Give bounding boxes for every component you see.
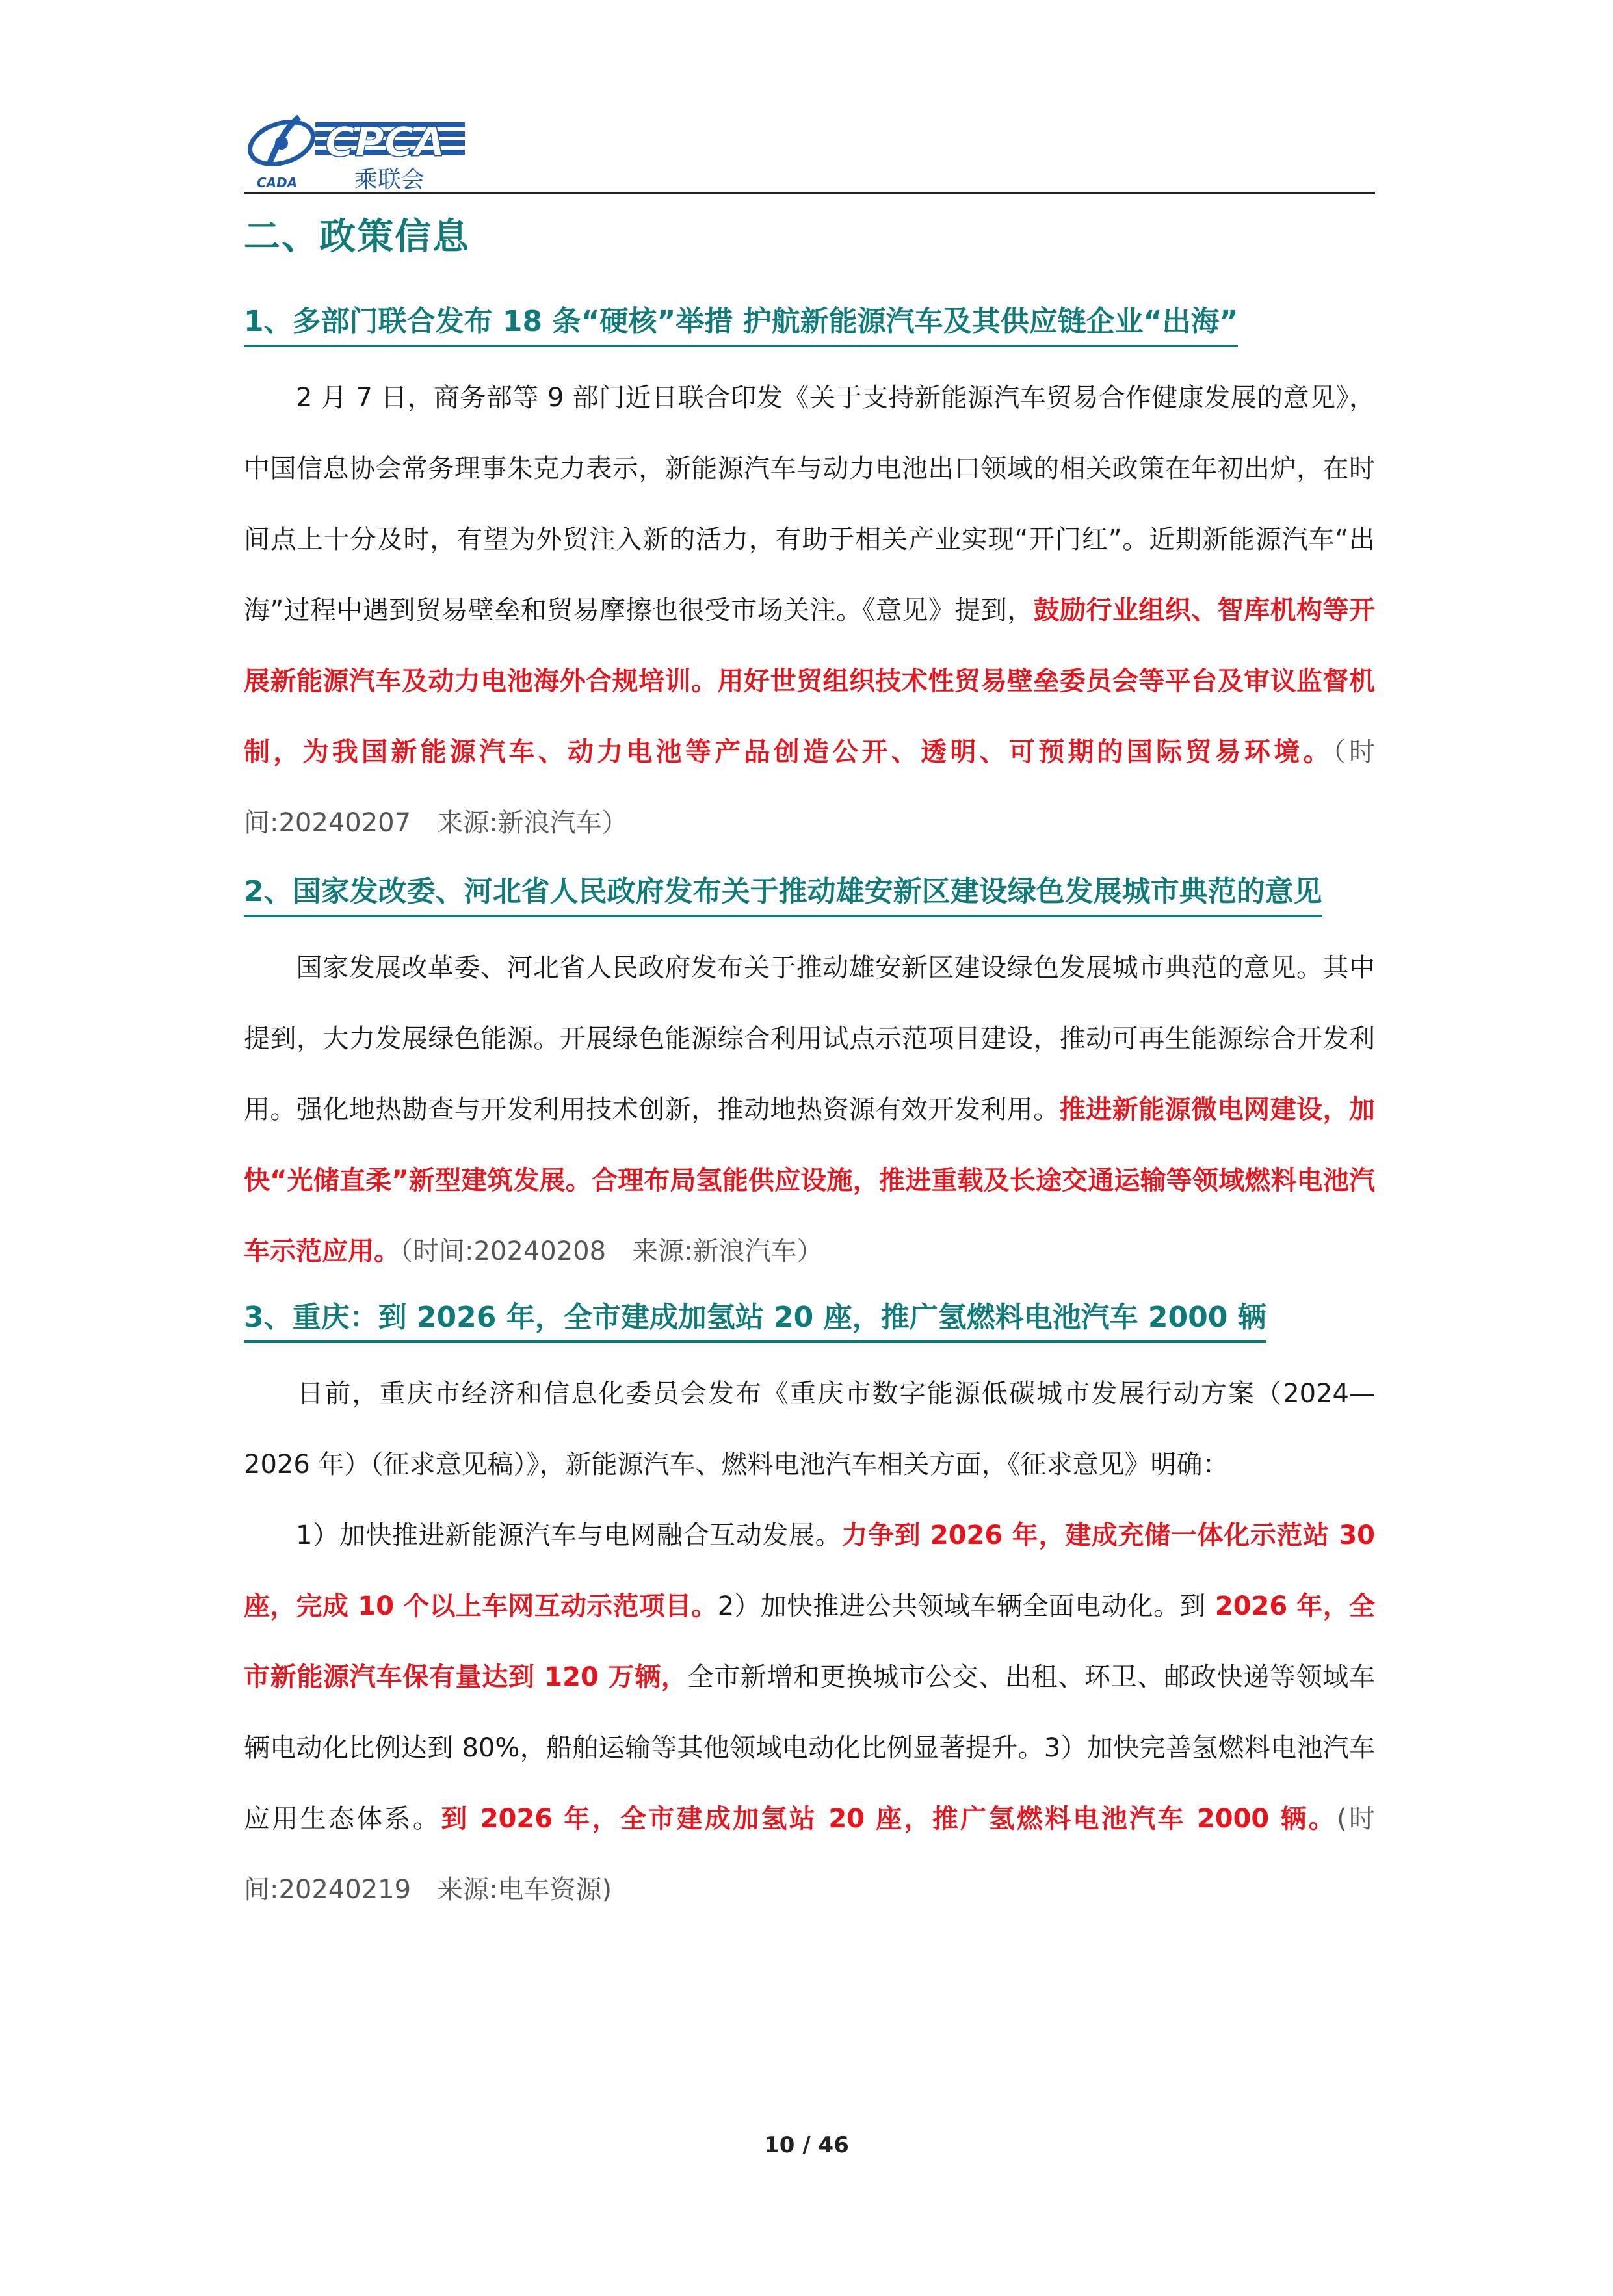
body-3-intro-text: 日前，重庆市经济和信息化委员会发布《重庆市数字能源低碳城市发展行动方案（2024—2026 年）（征求意见稿）》，新能源汽车、燃料电池汽车相关方面，《征求意见》明确： xyxy=(244,1379,1375,1480)
body-3-highlight-3: 到 2026 年，全市建成加氢站 20 座，推广氢燃料电池汽车 2000 辆。 xyxy=(441,1804,1337,1834)
news-body-2 xyxy=(244,933,1375,1287)
body-3-highlight-1: 力争到 2026 年，建成充储一体化示范站 30 座，完成 10 个以上车网互动示范项目。 xyxy=(244,1520,1375,1621)
news-heading-1: 1、多部门联合发布 18 条“硬核”举措 护航新能源汽车及其供应链企业“出海” xyxy=(244,298,1238,347)
body-2-highlight: 推进新能源微电网建设，加快“光储直柔”新型建筑发展。合理布局氢能供应设施，推进重载及长途交通运输等领域燃料电池汽车示范应用。 xyxy=(244,1095,1376,1266)
body-3-source: (时间:20240219 来源:电车资源) xyxy=(244,1804,1376,1905)
logo-sub-text: 乘联会 xyxy=(354,166,425,192)
body-3-text-1: 1）加快推进新能源汽车与电网融合互动发展。 xyxy=(296,1520,842,1550)
news-heading-3: 3、重庆：到 2026 年，全市建成加氢站 20 座，推广氢燃料电池汽车 2000 辆 xyxy=(244,1294,1266,1343)
body-2-source: （时间:20240208 来源:新浪汽车） xyxy=(400,1236,823,1266)
news-body-3-intro xyxy=(244,1359,1375,1500)
body-3-text-2: 2）加快推进公共领域车辆全面电动化。到 xyxy=(717,1591,1206,1621)
logo-mark-text: CADA xyxy=(257,175,298,190)
news-body-3-details xyxy=(244,1500,1375,1925)
body-3-text-3: 全市新增和更换城市公交、出租、环卫、邮政快递等领域车辆电动化比例达到 80%，船舶运输等其他领域电动化比例显著提升。3）加快完善氢燃料电池汽车应用生态体系。 xyxy=(244,1662,1375,1834)
page-number: 10 / 46 xyxy=(764,2132,849,2158)
body-1-text: 2 月 7 日，商务部等 9 部门近日联合印发《关于支持新能源汽车贸易合作健康发展的意见》，中国信息协会常务理事朱克力表示，新能源汽车与动力电池出口领域的相关政策在年初出炉，在时间点上十分及时，有望为外贸注入新的活力，有助于相关产业实现“开门红”。近期新能源汽车“出海”过程中遇到贸易壁垒和贸易摩擦也很受市场关注。《意见》提到， xyxy=(244,383,1375,625)
body-1-highlight: 鼓励行业组织、智库机构等开展新能源汽车及动力电池海外合规培训。用好世贸组织技术性贸易壁垒委员会等平台及审议监督机制，为我国新能源汽车、动力电池等产品创造公开、透明、可预期的国际贸易环境。 xyxy=(244,595,1376,767)
header-rule xyxy=(244,192,1375,194)
cpca-logo xyxy=(244,111,468,192)
logo-swoosh-icon xyxy=(244,114,319,172)
body-3-highlight-2: 2026 年，全市新能源汽车保有量达到 120 万辆， xyxy=(244,1591,1375,1692)
news-body-1 xyxy=(244,363,1375,859)
section-title: 二、政策信息 xyxy=(244,216,470,258)
logo-text: CPCA xyxy=(325,118,445,166)
news-heading-2: 2、国家发改委、河北省人民政府发布关于推动雄安新区建设绿色发展城市典范的意见 xyxy=(244,868,1322,917)
body-2-text: 国家发展改革委、河北省人民政府发布关于推动雄安新区建设绿色发展城市典范的意见。其中提到，大力发展绿色能源。开展绿色能源综合利用试点示范项目建设，推动可再生能源综合开发利用。强化地热勘查与开发利用技术创新，推动地热资源有效开发利用。 xyxy=(244,953,1375,1125)
body-1-source: （时间:20240207 来源:新浪汽车） xyxy=(244,737,1376,838)
